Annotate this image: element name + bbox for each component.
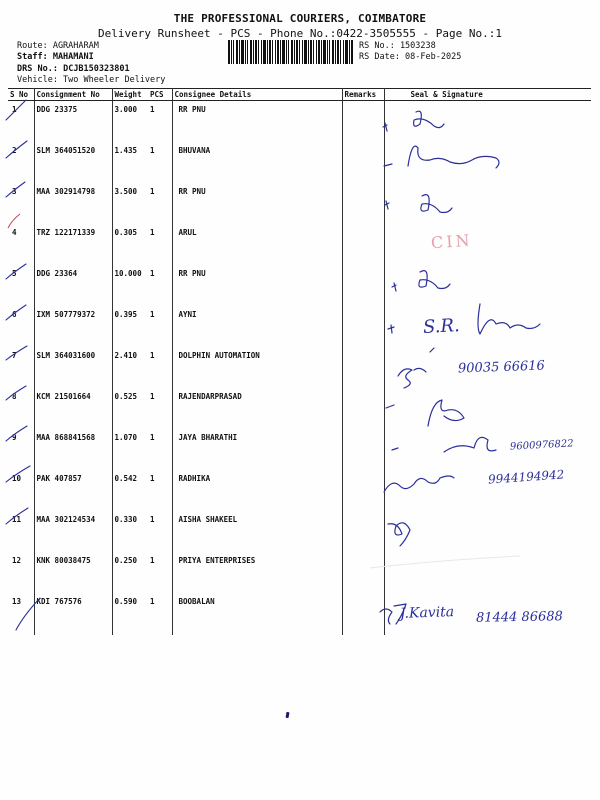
cell-consignee: BHUVANA: [172, 142, 342, 183]
cell-weight: 0.590: [114, 597, 138, 606]
cell-remarks: [342, 552, 384, 593]
cell-sno: 9: [8, 429, 34, 470]
cell-consignment: IXM 507779372: [34, 306, 112, 347]
cell-remarks: [342, 593, 384, 635]
cell-consignment: KDI 767576: [34, 593, 112, 635]
cell-weight: 0.395: [114, 310, 138, 319]
cell-remarks: [342, 347, 384, 388]
cell-signature: [384, 183, 591, 224]
cell-weight: 3.500: [114, 187, 138, 196]
cell-sno: 10: [8, 470, 34, 511]
cell-consignment: KCM 21501664: [34, 388, 112, 429]
cell-weight: 0.542: [114, 474, 138, 483]
cell-consignment: KNK 80038475: [34, 552, 112, 593]
handwritten-phone-9: 9600976822: [509, 438, 574, 453]
cell-weight: 1.070: [114, 433, 138, 442]
cell-consignee: JAYA BHARATHI: [172, 429, 342, 470]
table-row: [8, 388, 591, 429]
cell-consignee: PRIYA ENTERPRISES: [172, 552, 342, 593]
page-title: THE PROFESSIONAL COURIERS, COIMBATORE: [173, 12, 427, 25]
cell-remarks: [342, 183, 384, 224]
cell-sno: 12: [8, 552, 34, 593]
cell-sno: 2: [8, 142, 34, 183]
cell-remarks: [342, 265, 384, 306]
cell-consignment: MAA 302914798: [34, 183, 112, 224]
drs-label: DRS No.:: [17, 64, 58, 74]
cell-sno: 1: [8, 101, 34, 143]
page-subtitle: Delivery Runsheet - PCS - Phone No.:0422-3505555 - Page No.:1: [98, 27, 502, 40]
cell-pcs: 1: [148, 142, 172, 183]
cell-consignee: RR PNU: [172, 183, 342, 224]
table-row: [8, 265, 591, 306]
cell-consignee: DOLPHIN AUTOMATION: [172, 347, 342, 388]
handwritten-name-13: J.Kavita: [399, 604, 455, 622]
cell-remarks: [342, 101, 384, 143]
cell-remarks: [342, 388, 384, 429]
cell-remarks: [342, 511, 384, 552]
cell-consignee: RR PNU: [172, 101, 342, 143]
cell-sno: 5: [8, 265, 34, 306]
cell-remarks: [342, 470, 384, 511]
cell-sno: 6: [8, 306, 34, 347]
cell-pcs: 1: [148, 306, 172, 347]
cell-signature: [384, 142, 591, 183]
cell-pcs: 1: [148, 429, 172, 470]
cell-consignment: DDG 23364: [34, 265, 112, 306]
col-header-sno: S No: [8, 89, 34, 101]
col-header-pcs: PCS: [148, 89, 172, 101]
cell-signature: [384, 224, 591, 265]
handwritten-phone-7: 90035 66616: [457, 358, 546, 377]
cell-signature: [384, 265, 591, 306]
cell-signature: [384, 511, 591, 552]
col-header-consignee: Consignee Details: [172, 89, 342, 101]
cell-pcs: 1: [148, 388, 172, 429]
cell-weight: 0.330: [114, 515, 138, 524]
cell-consignment: DDG 23375: [34, 101, 112, 143]
cell-consignee: RADHIKA: [172, 470, 342, 511]
cell-weight: 0.305: [114, 228, 138, 237]
cell-signature: [384, 101, 591, 143]
cell-weight: 0.250: [114, 556, 138, 565]
cell-consignment: MAA 868841568: [34, 429, 112, 470]
handwritten-cin: CIN: [430, 230, 474, 253]
cell-consignee: ARUL: [172, 224, 342, 265]
cell-signature: [384, 552, 591, 593]
cell-remarks: [342, 306, 384, 347]
cell-sno: 8: [8, 388, 34, 429]
cell-consignee: RR PNU: [172, 265, 342, 306]
col-header-weight: Weight: [112, 89, 148, 101]
table-row: [8, 306, 591, 347]
cell-weight: 2.410: [114, 351, 138, 360]
drs-number: [17, 64, 130, 76]
col-header-remarks: Remarks: [342, 89, 384, 101]
cell-weight: 3.000: [114, 105, 138, 114]
col-header-consignment: Consignment No: [34, 89, 112, 101]
cell-sno: 4: [8, 224, 34, 265]
cell-pcs: 1: [148, 224, 172, 265]
barcode-image: [228, 40, 353, 64]
table-row: [8, 429, 591, 470]
cell-consignment: SLM 364031600: [34, 347, 112, 388]
cell-signature: [384, 306, 591, 347]
drs-value: DCJB150323801: [63, 64, 130, 74]
cell-pcs: 1: [148, 470, 172, 511]
cell-consignment: TRZ 122171339: [34, 224, 112, 265]
handwritten-phone-13: 81444 86688: [475, 609, 563, 626]
cell-sno: 11: [8, 511, 34, 552]
rs-number: RS No.: 1503238: [359, 41, 436, 51]
cell-pcs: 1: [148, 593, 172, 635]
cell-remarks: [342, 224, 384, 265]
handwritten-phone-10: 9944194942: [487, 467, 565, 487]
route-label: Route: AGRAHARAM: [17, 41, 99, 51]
table-row: [8, 183, 591, 224]
vehicle-label: Vehicle: Two Wheeler Delivery: [17, 75, 166, 85]
col-header-signature: Seal & Signature: [384, 89, 591, 101]
cell-remarks: [342, 429, 384, 470]
cell-pcs: 1: [148, 183, 172, 224]
table-row: [8, 224, 591, 265]
cell-consignee: BOOBALAN: [172, 593, 342, 635]
cell-consignee: AYNI: [172, 306, 342, 347]
ink-dot: [286, 712, 290, 718]
cell-weight: 0.525: [114, 392, 138, 401]
cell-consignee: RAJENDARPRASAD: [172, 388, 342, 429]
rs-date: RS Date: 08-Feb-2025: [359, 52, 462, 62]
cell-sno: 3: [8, 183, 34, 224]
table-row: [8, 552, 591, 593]
staff-label: Staff: MAHAMANI: [17, 52, 94, 62]
cell-weight: 1.435: [114, 146, 138, 155]
table-header-row: [8, 89, 591, 101]
cell-sno: 13: [8, 593, 34, 635]
cell-remarks: [342, 142, 384, 183]
handwritten-name-6: S.R.: [422, 315, 461, 338]
table-row: [8, 511, 591, 552]
cell-pcs: 1: [148, 511, 172, 552]
cell-pcs: 1: [148, 265, 172, 306]
table-row: [8, 142, 591, 183]
cell-consignment: MAA 302124534: [34, 511, 112, 552]
table-row: [8, 101, 591, 143]
cell-pcs: 1: [148, 552, 172, 593]
cell-pcs: 1: [148, 347, 172, 388]
cell-pcs: 1: [148, 101, 172, 143]
cell-consignment: SLM 364051520: [34, 142, 112, 183]
cell-consignee: AISHA SHAKEEL: [172, 511, 342, 552]
cell-consignment: PAK 407857: [34, 470, 112, 511]
cell-signature: [384, 388, 591, 429]
cell-weight: 10.000: [114, 269, 142, 278]
cell-sno: 7: [8, 347, 34, 388]
